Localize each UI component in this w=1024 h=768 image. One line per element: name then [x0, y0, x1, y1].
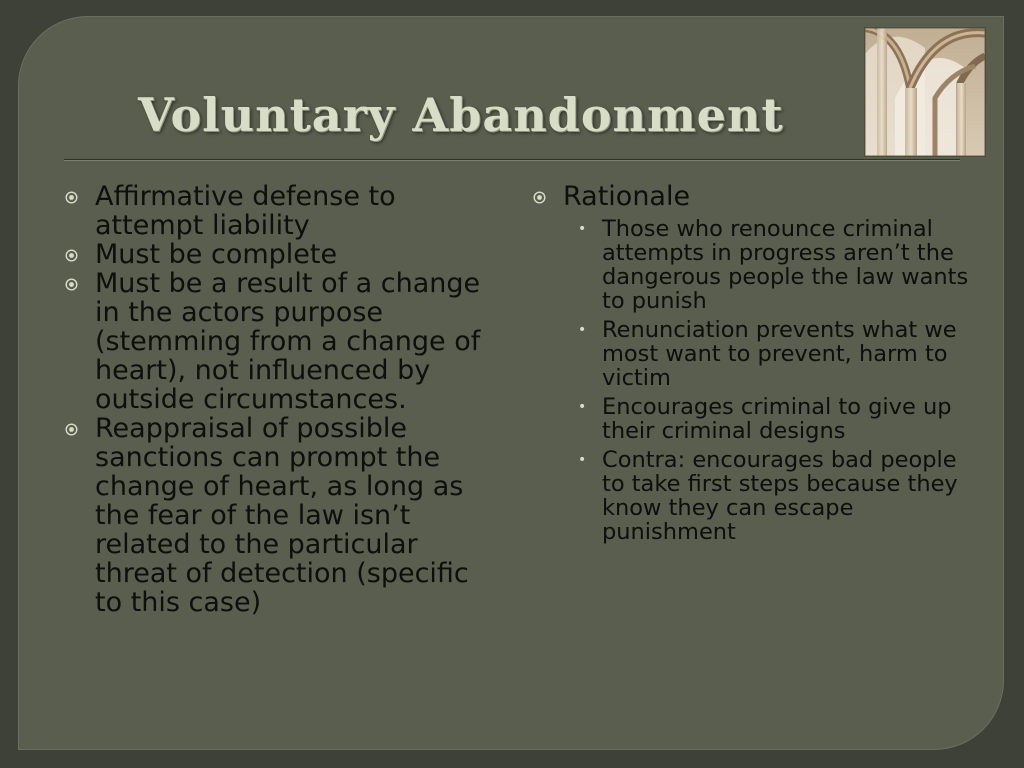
bullet-dot-icon: •	[578, 399, 587, 415]
list-item	[62, 269, 498, 414]
list-item	[530, 182, 974, 544]
bullet-text: Reappraisal of possible sanctions can prompt the change of heart, as long as the fear of the law isn’t related to the particular threat of detection (specific to this case)	[95, 413, 469, 618]
circled-dot-icon	[65, 278, 78, 291]
sub-bullet-text: Renunciation prevents what we most want to prevent, harm to victim	[602, 317, 957, 391]
sub-bullet-text: Encourages criminal to give up their criminal designs	[602, 394, 952, 444]
list-item	[62, 240, 498, 269]
list-item	[62, 414, 498, 617]
bullet-text: Must be complete	[95, 239, 338, 270]
list-item	[62, 182, 498, 240]
bullet-dot-icon: •	[578, 221, 587, 237]
left-column	[62, 182, 498, 617]
circled-dot-icon	[65, 423, 78, 436]
bullet-dot-icon: •	[578, 322, 587, 338]
slide-title: Voluntary Abandonment	[138, 88, 784, 142]
bullet-text: Affirmative defense to attempt liability	[95, 181, 396, 241]
gothic-arches-photo	[865, 28, 985, 156]
right-column	[530, 182, 974, 549]
rationale-sub-list	[563, 217, 974, 544]
bullet-text: Must be a result of a change in the actors purpose (stemming from a change of heart), not influenced by outside circumstances.	[95, 268, 481, 415]
right-bullet-list	[530, 182, 974, 544]
sub-list-item	[563, 395, 974, 443]
sub-list-item	[563, 448, 974, 544]
left-bullet-list	[62, 182, 498, 617]
sub-bullet-text: Those who renounce criminal attempts in progress aren’t the dangerous people the law wants to punish	[602, 216, 969, 314]
sub-list-item	[563, 318, 974, 390]
rationale-heading: Rationale	[563, 181, 691, 212]
title-divider	[64, 159, 960, 161]
circled-dot-icon	[533, 191, 546, 204]
circled-dot-icon	[65, 191, 78, 204]
sub-bullet-text: Contra: encourages bad people to take first steps because they know they can escape punishment	[602, 447, 958, 545]
sub-list-item	[563, 217, 974, 313]
circled-dot-icon	[65, 249, 78, 262]
bullet-dot-icon: •	[578, 452, 587, 468]
